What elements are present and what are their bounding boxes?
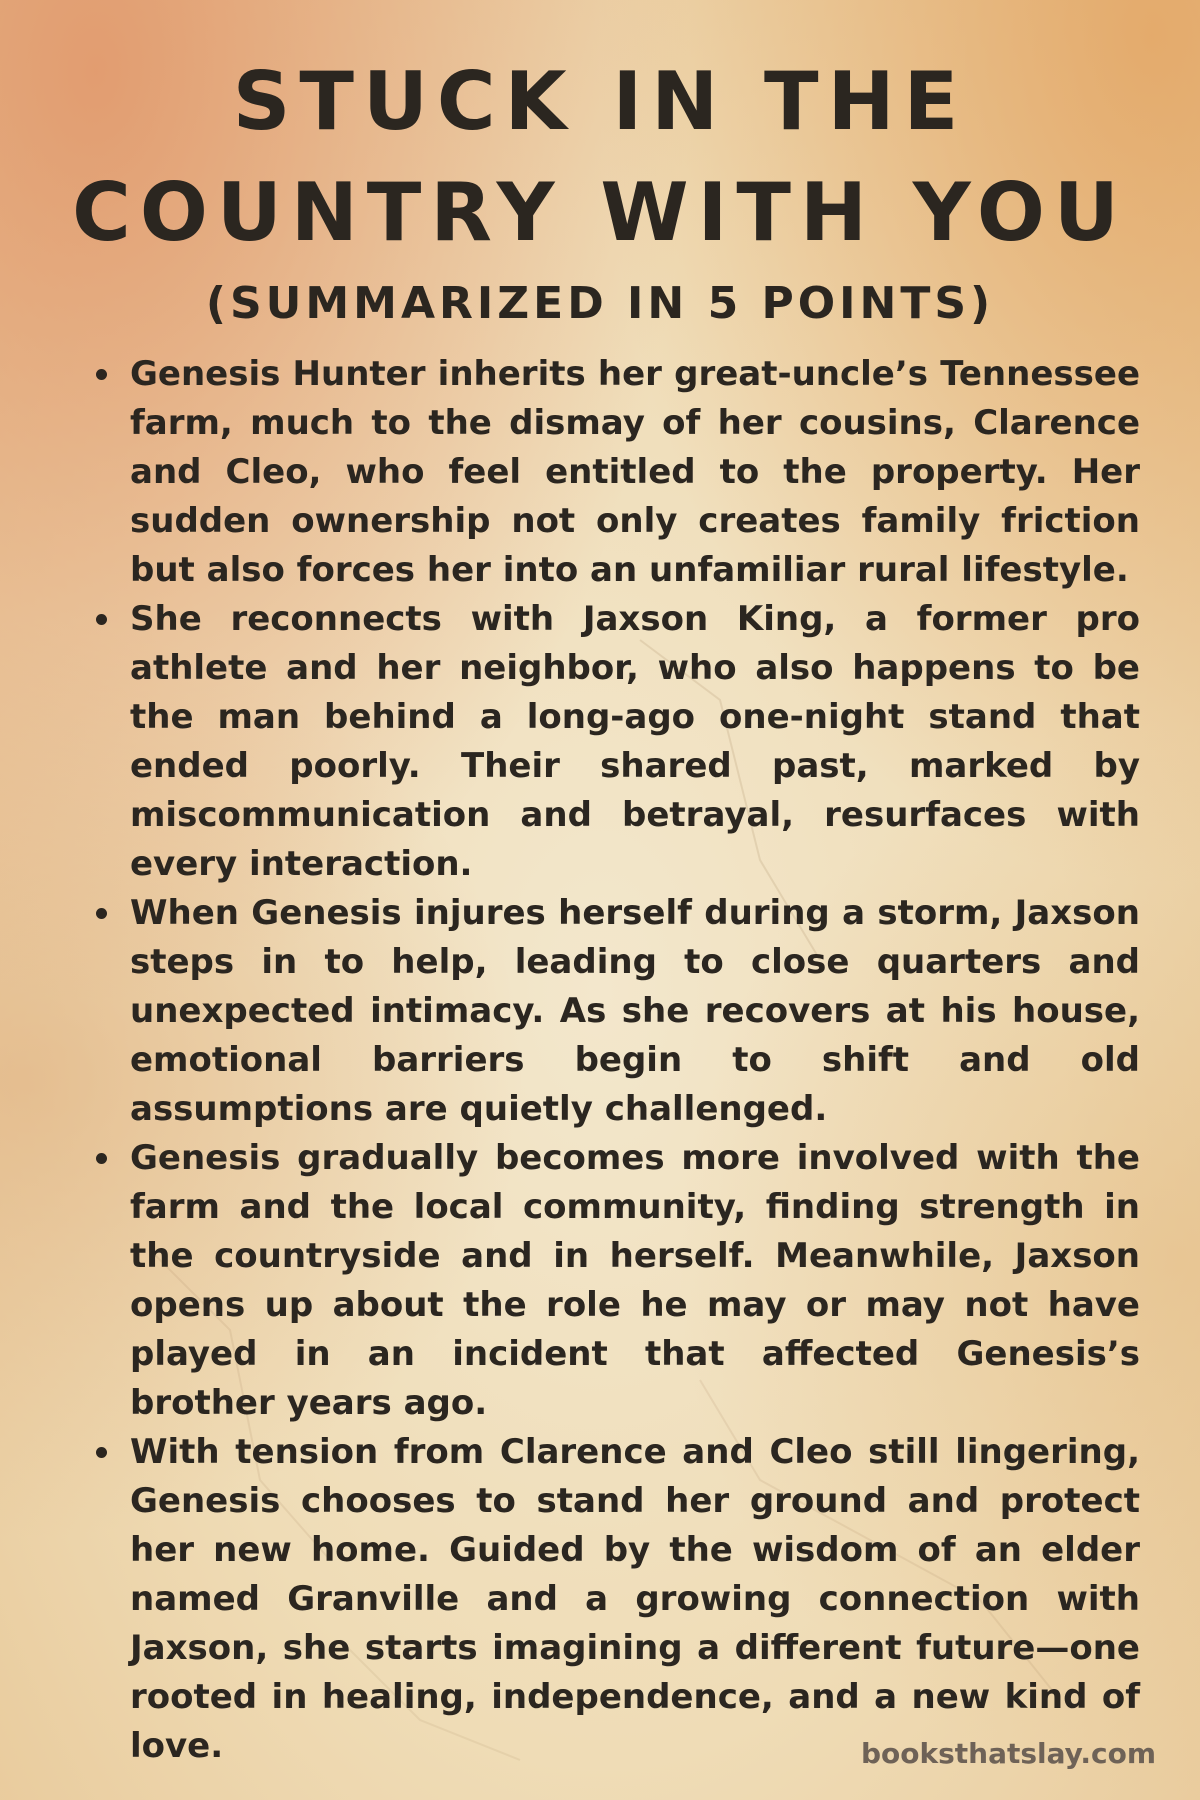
title-line-1: STUCK IN THE (232, 55, 968, 148)
site-watermark: booksthatslay.com (860, 1737, 1156, 1770)
summary-point-2-text: She reconnects with Jaxson King, a former pro athlete and her neighbor, who also happens to be the man behind a long-ago one-night stand that ended poorly. Their shared past, marked by miscommunication and betrayal, resurfaces with every interaction. (130, 599, 1140, 884)
summary-point-2 (96, 595, 1140, 889)
summary-point-3 (96, 889, 1140, 1134)
summary-point-5 (96, 1428, 1140, 1771)
title-line-2: COUNTRY WITH YOU (72, 166, 1128, 259)
summary-point-4 (96, 1134, 1140, 1428)
bullet-icon (96, 614, 107, 625)
bullet-icon (96, 1153, 107, 1164)
summary-point-5-text: With tension from Clarence and Cleo still lingering, Genesis chooses to stand her ground and protect her new home. Guided by the wisdom of an elder named Granville and a growing connection with Jaxson, she starts imagining a different future—one rooted in healing, independence, and a new kind of love. (130, 1432, 1140, 1766)
bullet-icon (96, 369, 107, 380)
summary-point-3-text: When Genesis injures herself during a storm, Jaxson steps in to help, leading to close quarters and unexpected intimacy. As she recovers at his house, emotional barriers begin to shift and old assumptions are quietly challenged. (130, 893, 1140, 1129)
summary-points-list (96, 350, 1140, 1771)
bullet-icon (96, 1447, 107, 1458)
summary-point-1 (96, 350, 1140, 595)
summary-point-1-text: Genesis Hunter inherits her great-uncle’s Tennessee farm, much to the dismay of her cousins, Clarence and Cleo, who feel entitled to the property. Her sudden ownership not only creates family friction but also forces her into an unfamiliar rural lifestyle. (130, 354, 1140, 590)
summary-point-4-text: Genesis gradually becomes more involved with the farm and the local community, finding strength in the countryside and in herself. Meanwhile, Jaxson opens up about the role he may or may not have played in an incident that affected Genesis’s brother years ago. (130, 1138, 1140, 1423)
bullet-icon (96, 908, 107, 919)
subtitle: (SUMMARIZED IN 5 POINTS) (205, 278, 995, 329)
